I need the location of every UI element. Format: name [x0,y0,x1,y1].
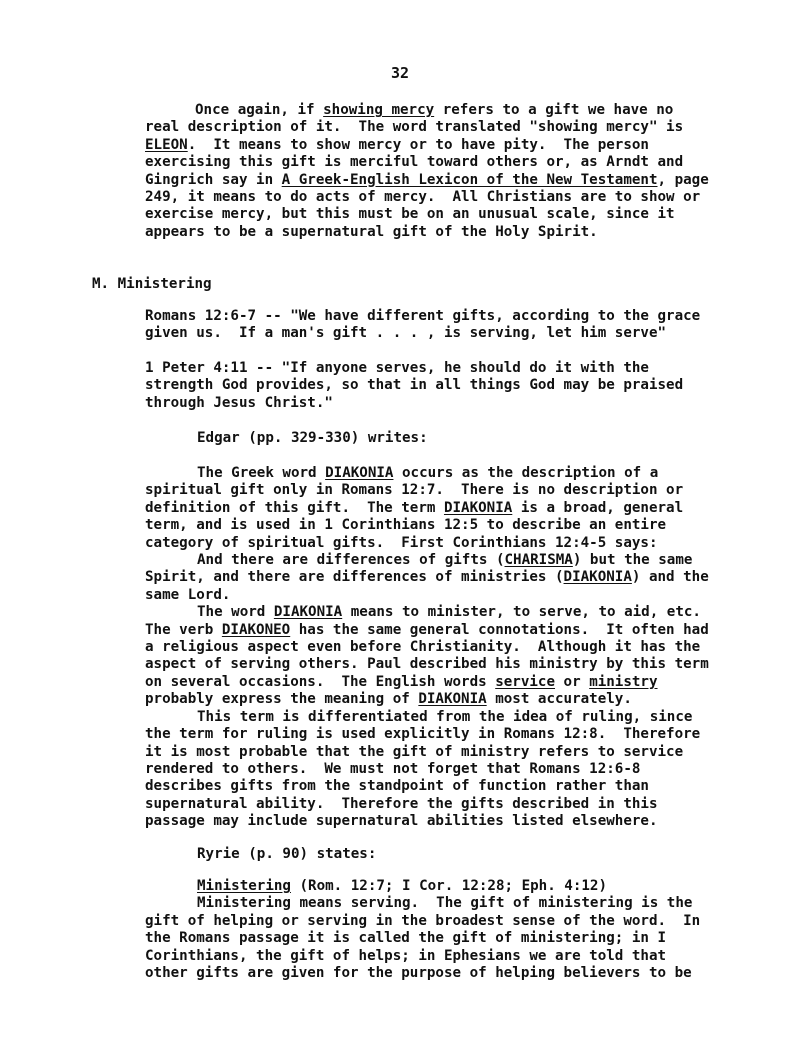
ryrie-quote [145,878,700,982]
quote-line: And there are differences of gifts (CHARISMA) but the same [197,552,693,569]
quote-line: passage may include supernatural abilities listed elsewhere. [145,813,658,830]
underlined-term: DIAKONIA [418,691,487,708]
edgar-intro: Edgar (pp. 329-330) writes: [197,430,428,446]
underlined-term: ELEON [145,136,188,153]
quote-line: the term for ruling is used explicitly in Romans 12:8. Therefore [145,726,701,743]
section-heading: M. Ministering [92,276,212,292]
quote-line: Ministering means serving. The gift of ministering is the [197,895,693,912]
intro-line: exercising this gift is merciful toward others or, as Arndt and [145,154,684,171]
underlined-term: service [495,673,556,690]
quote-line: gift of helping or serving in the broadest sense of the word. In [145,912,701,929]
quote-line: strength God provides, so that in all things God may be praised [145,377,684,394]
intro-paragraph [145,102,709,241]
underlined-term: CHARISMA [504,552,573,569]
quote-line: probably express the meaning of DIAKONIA most accurately. [145,691,632,708]
quote-line: The word DIAKONIA means to minister, to serve, to aid, etc. [197,604,701,621]
quote-line: through Jesus Christ." [145,394,333,411]
underlined-term: ministry [589,673,658,690]
peter-quote [145,360,683,412]
quote-line: The verb DIAKONEO has the same general connotations. It often had [145,621,709,638]
quote-line: Spirit, and there are differences of ministries (DIAKONIA) and the [145,569,709,586]
intro-line: ELEON. It means to show mercy or to have pity. The person [145,136,649,153]
quote-line: describes gifts from the standpoint of function rather than [145,778,649,795]
underlined-term: DIAKONEO [221,621,291,638]
romans-quote [145,308,700,343]
quote-line: Romans 12:6-7 -- "We have different gifts, according to the grace [145,308,701,324]
edgar-quote [145,465,709,831]
underlined-term: DIAKONIA [325,465,394,481]
page-number: 32 [390,64,410,82]
quote-line: same Lord. [145,586,231,603]
quote-line: This term is differentiated from the idea of ruling, since [197,708,693,725]
quote-line: other gifts are given for the purpose of helping believers to be [145,965,692,982]
quote-line: The Greek word DIAKONIA occurs as the description of a [197,465,659,481]
underlined-term: showing mercy [323,102,435,118]
quote-line: on several occasions. The English words service or ministry [145,673,658,690]
quote-line: it is most probable that the gift of ministry refers to service [145,743,684,760]
underlined-term: Ministering [197,878,291,894]
ryrie-intro: Ryrie (p. 90) states: [197,846,377,862]
quote-line: category of spiritual gifts. First Corinthians 12:4-5 says: [145,534,658,551]
underlined-term: DIAKONIA [443,499,513,516]
underlined-term: DIAKONIA [563,569,632,586]
quote-line: rendered to others. We must not forget that Romans 12:6-8 [145,760,641,777]
book-title: A Greek-English Lexicon of the New Testament [281,171,658,188]
quote-line: aspect of serving others. Paul described his ministry by this term [145,656,709,673]
underlined-term: DIAKONIA [273,604,343,621]
quote-line: 1 Peter 4:11 -- "If anyone serves, he should do it with the [145,360,649,376]
intro-line: exercise mercy, but this must be on an unusual scale, since it [145,206,675,223]
quote-line: term, and is used in 1 Corinthians 12:5 to describe an entire [145,517,667,534]
quote-line: Corinthians, the gift of helps; in Ephesians we are told that [145,947,667,964]
quote-line: given us. If a man's gift . . . , is serving, let him serve" [145,325,667,342]
quote-line: supernatural ability. Therefore the gifts described in this [145,795,658,812]
quote-line: Ministering (Rom. 12:7; I Cor. 12:28; Eph. 4:12) [197,878,608,894]
intro-line: Once again, if showing mercy refers to a gift we have no [195,102,674,118]
quote-line: definition of this gift. The term DIAKONIA is a broad, general [145,499,684,516]
intro-line: Gingrich say in A Greek-English Lexicon of the New Testament, page [145,171,709,188]
intro-line: appears to be a supernatural gift of the Holy Spirit. [145,223,598,240]
quote-line: a religious aspect even before Christianity. Although it has the [145,639,701,656]
intro-line: real description of it. The word translated "showing mercy" is [145,119,684,136]
quote-line: the Romans passage it is called the gift of ministering; in I [145,930,667,947]
quote-line: spiritual gift only in Romans 12:7. There is no description or [145,482,684,499]
intro-line: 249, it means to do acts of mercy. All Christians are to show or [145,189,701,206]
